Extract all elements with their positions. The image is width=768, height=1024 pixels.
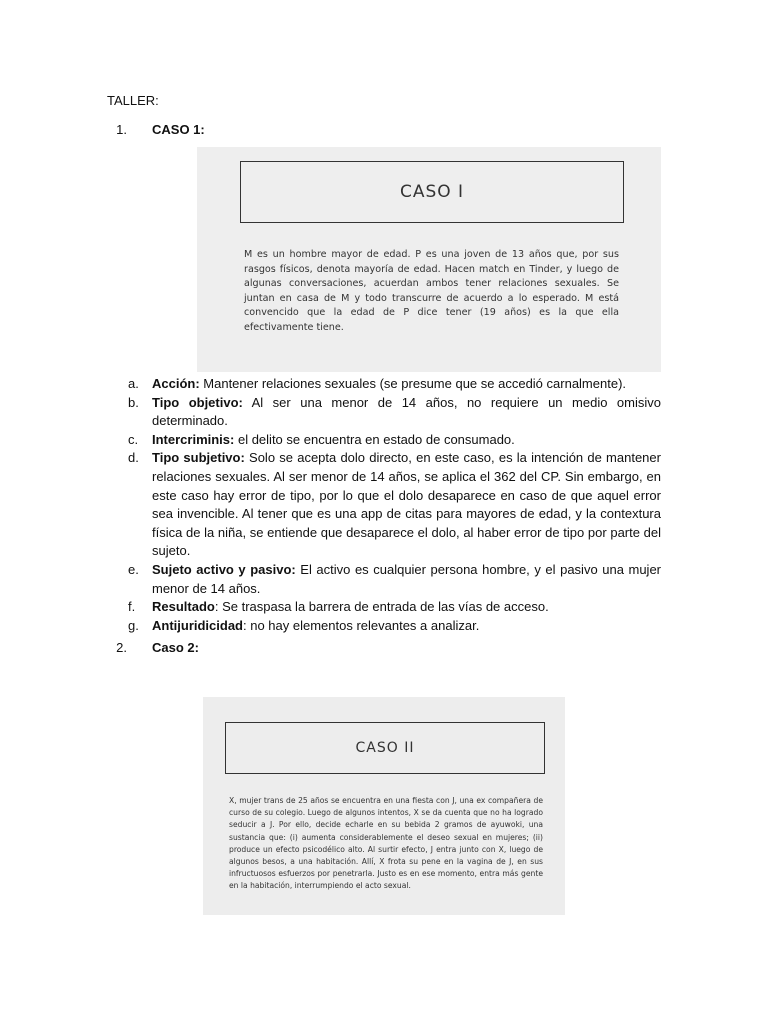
case1-image-text: M es un hombre mayor de edad. P es una joven de 13 años que, por sus rasgos físicos, denota mayoría de edad. Hacen match en Tinder, y luego de algunas conversaciones, acuerdan ambos tener relaciones sexuales. Se juntan en casa de M y todo transcurre de acuerdo a lo esperado. M está convencido que la edad de P dice tener (19 años) es la que ella efectivamente tiene. — [244, 249, 619, 333]
list-item: e. Sujeto activo y pasivo: El activo es cualquier persona hombre, y el pasivo una mujer menor de 14 años. — [128, 561, 662, 596]
list-item: g. Antijuridicidad: no hay elementos relevantes a analizar. — [128, 617, 480, 633]
case2-label: Caso 2: — [152, 640, 199, 655]
case2-image — [203, 697, 565, 915]
list-item: a. Acción: Mantener relaciones sexuales (se presume que se accedió carnalmente). — [128, 376, 627, 391]
list-item: c. Intercriminis: el delito se encuentra en estado de consumado. — [128, 431, 515, 447]
case1-image-title-frame — [240, 161, 624, 223]
case2-image-title: CASO II — [355, 740, 415, 756]
document-heading: TALLER: — [107, 93, 159, 108]
list-item: d. Tipo subjetivo: Solo se acepta dolo directo, en este caso, es la intención de mantener relaciones sexuales. Al ser menor de 14 años, se aplica el 362 del CP. Sin embargo, en este caso hay error de tipo, por lo que el dolo desaparece en caso de que aquel error sea invencible. Al tener que es una app de citas para mayores de edad, y la contextura física de la niña, se entiende que desaparece el dolo, al haber error de tipo por parte del sujeto. — [128, 450, 661, 559]
case1-image — [197, 147, 661, 372]
case2-image-text: X, mujer trans de 25 años se encuentra en una fiesta con J, una ex compañera de curso de su colegio. Luego de algunos intentos, X se da cuenta que no ha logrado seducir a J. Por ello, decide echarle en su bebida 2 gramos de ayuwoki, una sustancia que: (i) aumenta considerablemente el deseo sexual en mujeres; (ii) produce un efecto psicodélico alto. Al surtir efecto, J entra junto con X, luego de algunos besos, a una habitación. Allí, X frota su pene en la vagina de J, en sus infructuosos esfuerzos por penetrarla. Justo es en ese momento, entra más gente en la habitación, interrumpiendo el acto sexual. — [229, 796, 543, 891]
list-item: b. Tipo objetivo: Al ser una menor de 14 años, no requiere un medio omisivo determinado. — [128, 394, 661, 429]
case1-label: CASO 1: — [152, 122, 205, 137]
list-item: f. Resultado: Se traspasa la barrera de entrada de las vías de acceso. — [128, 599, 549, 615]
case1-image-title: CASO I — [399, 182, 465, 202]
case1-analysis-list — [128, 375, 661, 635]
case2-image-title-frame — [225, 722, 545, 774]
